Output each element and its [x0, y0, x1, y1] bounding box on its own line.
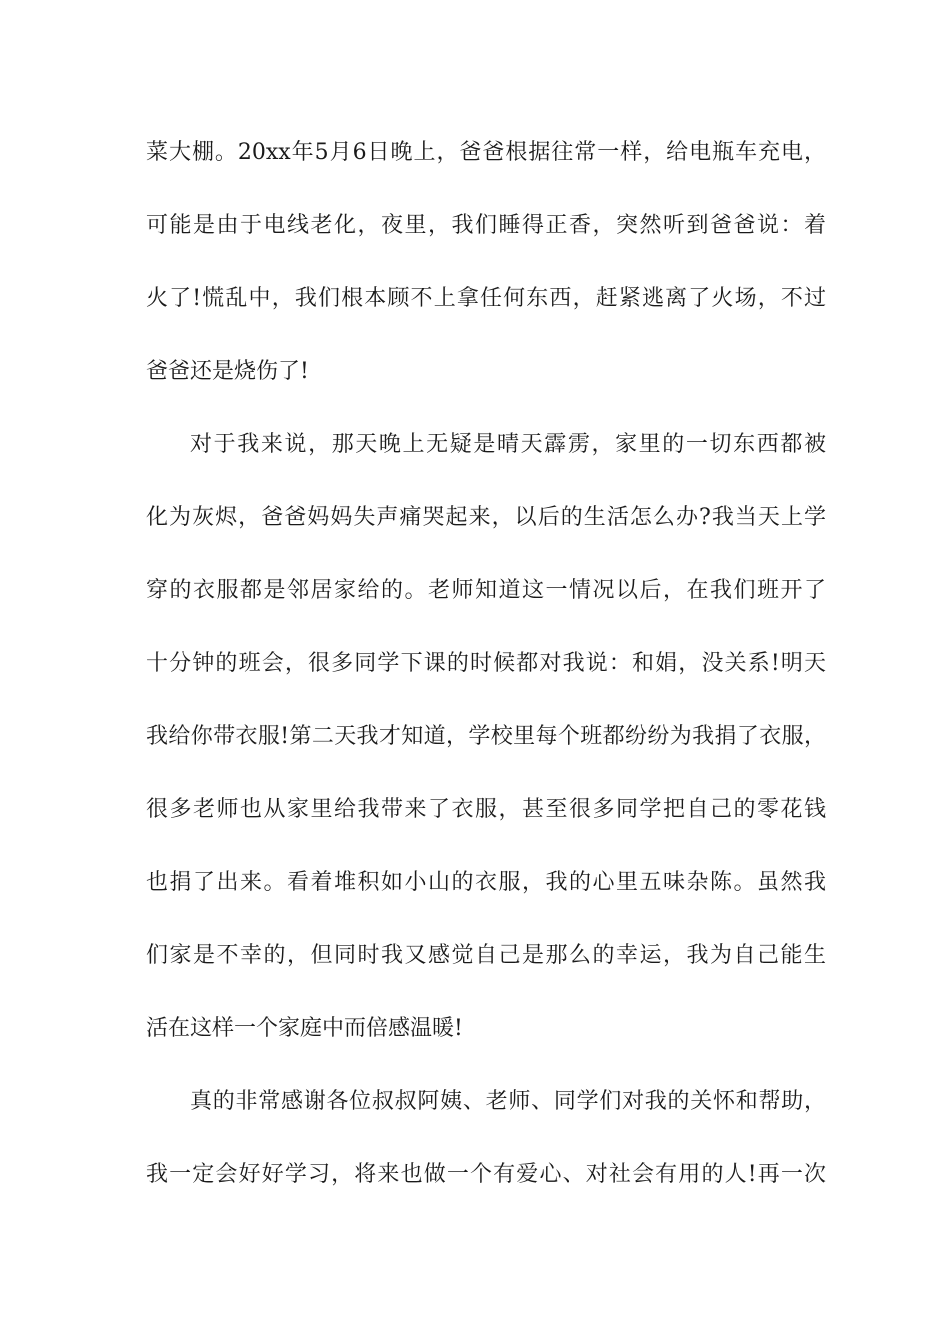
text-line: 爸爸还是烧伤了! — [146, 359, 309, 384]
text-line: 我给你带衣服!第二天我才知道，学校里每个班都纷纷为我捐了衣服， — [146, 724, 826, 749]
text-line: 们家是不幸的，但同时我又感觉自己是那么的幸运，我为自己能生 — [146, 943, 826, 968]
text-line: 也捐了出来。看着堆积如小山的衣服，我的心里五味杂陈。虽然我 — [146, 870, 826, 895]
text-line: 我一定会好好学习，将来也做一个有爱心、对社会有用的人!再一次 — [146, 1162, 826, 1187]
text-line: 对于我来说，那天晚上无疑是晴天霹雳，家里的一切东西都被 — [190, 432, 826, 457]
text-line: 火了!慌乱中，我们根本顾不上拿任何东西，赶紧逃离了火场，不过 — [146, 286, 826, 311]
text-line: 活在这样一个家庭中而倍感温暖! — [146, 1016, 463, 1041]
text-line: 很多老师也从家里给我带来了衣服，甚至很多同学把自己的零花钱 — [146, 797, 826, 822]
text-line: 穿的衣服都是邻居家给的。老师知道这一情况以后，在我们班开了 — [146, 578, 826, 603]
text-line: 可能是由于电线老化，夜里，我们睡得正香，突然听到爸爸说：着 — [146, 213, 826, 238]
text-line: 十分钟的班会，很多同学下课的时候都对我说：和娟，没关系!明天 — [146, 651, 826, 676]
text-line: 化为灰烬，爸爸妈妈失声痛哭起来，以后的生活怎么办?我当天上学 — [146, 505, 826, 530]
text-line: 菜大棚。20xx年5月6日晚上，爸爸根据往常一样，给电瓶车充电， — [146, 140, 826, 165]
text-line: 真的非常感谢各位叔叔阿姨、老师、同学们对我的关怀和帮助， — [190, 1089, 826, 1114]
